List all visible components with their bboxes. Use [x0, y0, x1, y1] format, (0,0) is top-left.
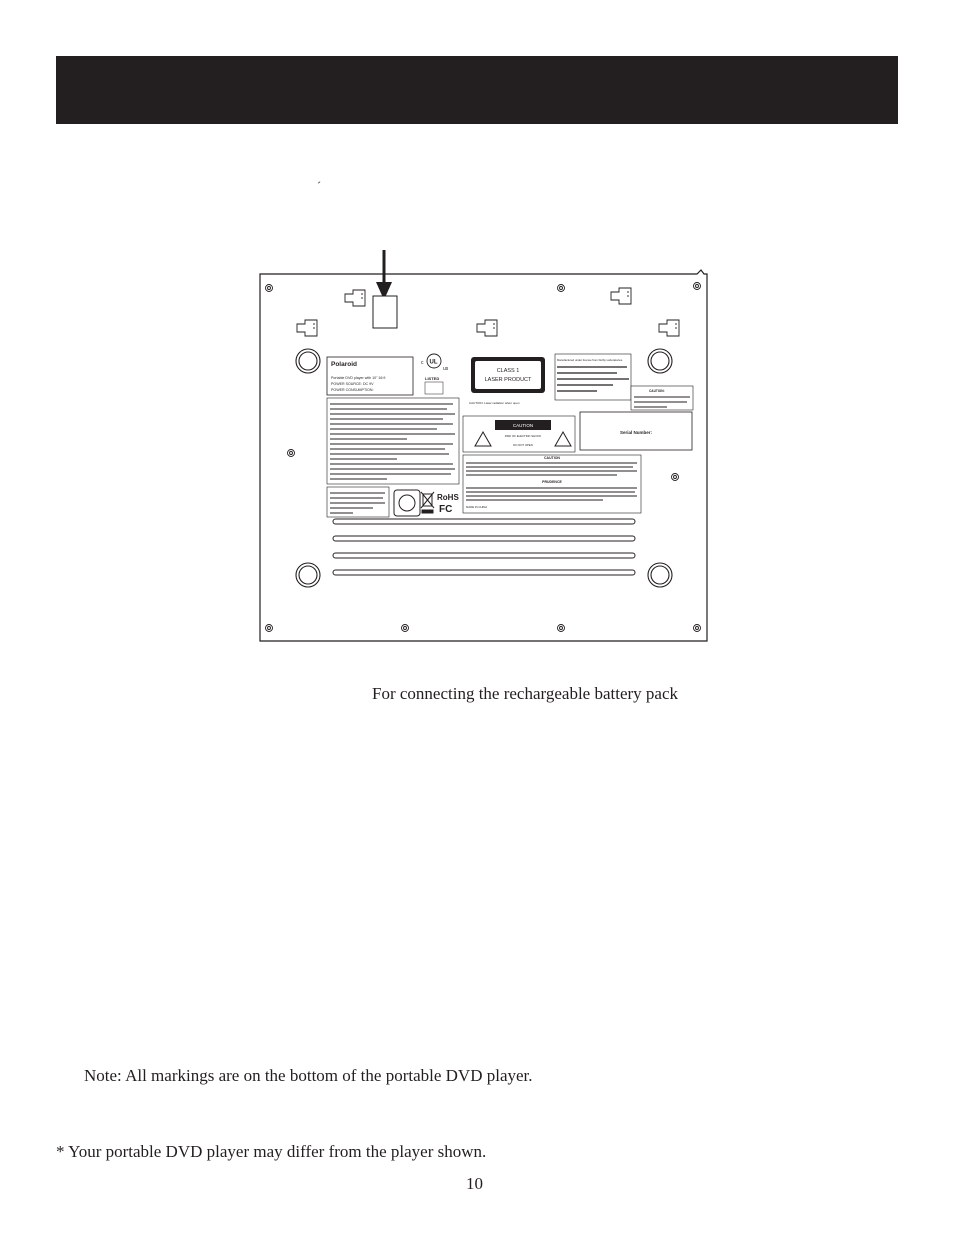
power-source: POWER SOURCE: DC 9V: [331, 382, 374, 386]
made-in: MADE IN CHINA: [466, 505, 488, 509]
prudence-heading: PRUDENCE: [542, 480, 562, 484]
approval-box: [327, 487, 389, 517]
dolby-line: Manufactured under license from Dolby Laboratories.: [557, 358, 623, 362]
serial-number-label: Serial Number:: [619, 430, 653, 435]
laser-class-line2: LASER PRODUCT: [484, 377, 532, 383]
rohs-mark: RoHS: [437, 493, 459, 502]
shock-caution-line2: DO NOT OPEN: [513, 443, 533, 447]
markings-note: Note: All markings are on the bottom of the portable DVD player.: [84, 1066, 533, 1085]
fcc-text-block: [327, 398, 459, 484]
ul-listed: LISTED: [425, 376, 440, 381]
ul-c: c: [421, 360, 424, 366]
ul-detail-box: [425, 382, 443, 394]
fcc-mark: FC: [439, 504, 453, 515]
header-bar: [56, 56, 898, 124]
model-line: Portable DVD player with 10" 16:9: [331, 376, 386, 380]
battery-caution-label: CAUTION:: [649, 389, 665, 393]
power-consumption: POWER CONSUMPTION:: [331, 388, 374, 392]
laser-class-line1: CLASS 1: [496, 368, 520, 374]
caution-heading: CAUTION: [544, 456, 560, 460]
tick-mark: ´: [317, 179, 321, 193]
dvd-player-bottom-diagram: [257, 246, 711, 644]
battery-connector-caption: For connecting the rechargeable battery pack: [372, 684, 679, 703]
shock-caution-line: RISK OF ELECTRIC SHOCK: [504, 434, 542, 438]
shock-caution-title: CAUTION: [512, 423, 534, 428]
player-disclaimer: * Your portable DVD player may differ from the player shown.: [56, 1142, 487, 1161]
battery-connector: [373, 296, 397, 328]
brand-logo: Polaroid: [331, 361, 358, 368]
ul-us: us: [443, 366, 449, 372]
page-number: 10: [466, 1174, 483, 1193]
ul-mark-text: UL: [429, 359, 438, 366]
laser-caution: CAUTION: Laser radiation when open: [469, 401, 520, 405]
caution-prudence-block: [463, 455, 641, 513]
laser-class-inner: [475, 361, 541, 389]
